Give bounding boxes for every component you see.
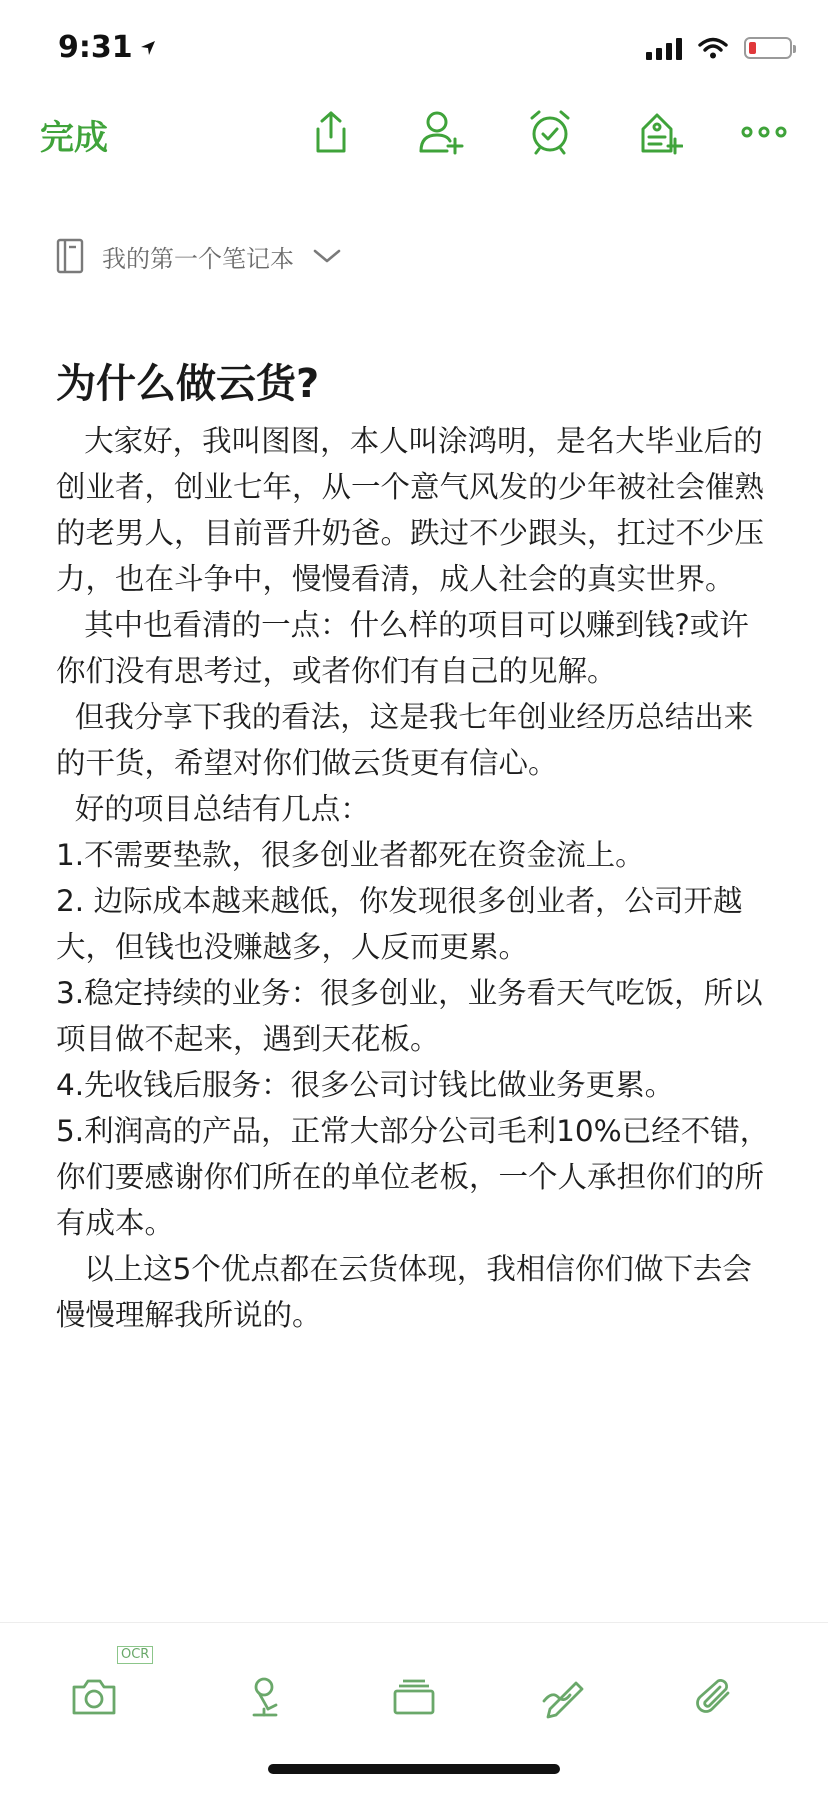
note-list-item: 2. 边际成本越来越低，你发现很多创业者，公司开越大，但钱也没赚越多，人反而更累。 (56, 884, 743, 964)
notebook-icon (56, 238, 84, 274)
note-title[interactable]: 为什么做云货? (56, 361, 320, 407)
camera-icon (70, 1677, 118, 1717)
note-list-item: 3.稳定持续的业务：很多创业，业务看天气吃饭，所以项目做不起来，遇到天花板。 (56, 976, 763, 1056)
notebook-selector[interactable] (56, 238, 342, 274)
note-paragraph: 大家好，我叫图图，本人叫涂鸿明，是名大毕业后的创业者，创业七年，从一个意气风发的少年被社会催熟的老男人，目前晋升奶爸。跌过不少跟头，扛过不少压力，也在斗争中，慢慢看清，成人社会的真实世界。 (56, 424, 765, 596)
note-body[interactable] (56, 418, 776, 1338)
sketch-icon (540, 1675, 588, 1719)
share-icon (310, 109, 352, 155)
note-list-item: 5.利润高的产品，正常大部分公司毛利10%已经不错，你们要感谢你们所在的单位老板，一个人承担你们的所有成本。 (56, 1114, 770, 1240)
note-paragraph: 以上这5个优点都在云货体现，我相信你们做下去会慢慢理解我所说的。 (56, 1252, 752, 1332)
attachment-button[interactable] (678, 1661, 750, 1733)
more-icon (741, 125, 787, 139)
signal-icon (646, 36, 682, 60)
ocr-badge: OCR (117, 1646, 153, 1664)
add-person-button[interactable] (413, 104, 469, 160)
done-button[interactable]: 完成 (40, 110, 108, 159)
battery-icon (744, 37, 792, 59)
camera-button[interactable] (58, 1661, 130, 1733)
wifi-icon (698, 37, 728, 59)
note-toolbar (0, 96, 828, 170)
add-person-icon (417, 109, 465, 155)
location-arrow-icon (139, 39, 157, 57)
audio-button[interactable] (230, 1661, 302, 1733)
clock-text: 9:31 (58, 30, 133, 65)
status-time (58, 30, 157, 65)
attachment-icon (692, 1675, 736, 1719)
note-paragraph: 好的项目总结有几点： (56, 792, 370, 826)
add-shortcut-icon (637, 109, 683, 155)
template-icon (391, 1677, 437, 1717)
reminder-button[interactable] (522, 104, 578, 160)
audio-icon (246, 1675, 286, 1719)
note-list-item: 1.不需要垫款，很多创业者都死在资金流上。 (56, 838, 645, 872)
share-button[interactable] (303, 104, 359, 160)
alarm-icon (527, 109, 573, 155)
note-paragraph: 但我分享下我的看法，这是我七年创业经历总结出来的干货，希望对你们做云货更有信心。 (56, 700, 754, 780)
home-indicator[interactable] (268, 1764, 560, 1774)
status-icons (646, 36, 792, 60)
more-button[interactable] (736, 104, 792, 160)
note-paragraph: 其中也看清的一点：什么样的项目可以赚到钱?或许你们没有思考过，或者你们有自己的见解。 (56, 608, 749, 688)
sketch-button[interactable] (528, 1661, 600, 1733)
note-list-item: 4.先收钱后服务：很多公司讨钱比做业务更累。 (56, 1068, 675, 1102)
add-shortcut-button[interactable] (632, 104, 688, 160)
status-bar (0, 0, 828, 100)
notebook-name: 我的第一个笔记本 (102, 244, 294, 273)
chevron-down-icon (312, 247, 342, 265)
template-button[interactable] (378, 1661, 450, 1733)
